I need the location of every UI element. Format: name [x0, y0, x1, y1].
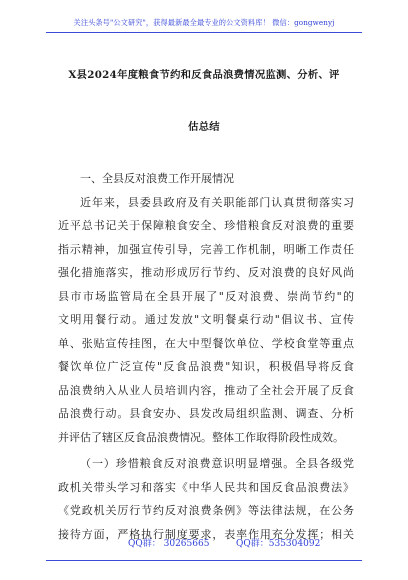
header-banner: 关注头条号"公文研究"，获得最新最全最专业的公文资料库！ 微信：gongwenyj — [73, 18, 335, 27]
body-line: 文明用餐行动。通过发放"文明餐桌行动"倡议书、宣传 — [58, 313, 354, 326]
footer-qq-group-right: QQ群：535304092 — [236, 539, 321, 549]
footer-qq-group-left: QQ群： 30265665 — [128, 539, 210, 549]
body-line: 指示精神，加强宣传引导，完善工作机制，明晰工作责任 — [58, 243, 354, 256]
footer-divider — [46, 560, 362, 561]
body-line: 餐饮单位广泛宣传"反食品浪费"知识，积极倡导将反食 — [58, 360, 354, 373]
body-line: 县市市场监管局在全县开展了"反对浪费、崇尚节约"的 — [58, 290, 354, 303]
body-line: 单、张贴宣传挂图，在大中型餐饮单位、学校食堂等重点 — [58, 337, 354, 350]
body-line: 政机关带头学习和落实《中华人民共和国反食品浪费法》 — [58, 481, 354, 494]
body-line: 接待方面，严格执行制度要求，表率作用充分发挥；相关 — [58, 528, 354, 541]
document-title-line-1: X县2024年度粮食节约和反食品浪费情况监测、分析、评 — [68, 69, 340, 81]
body-line: （一）珍惜粮食反对浪费意识明显增强。全县各级党 — [80, 457, 354, 470]
body-line: 《党政机关厉行节约反对浪费条例》等法律法规，在公务 — [58, 504, 354, 517]
document-title-line-2: 估总结 — [188, 121, 220, 133]
body-line: 一、全县反对浪费工作开展情况 — [80, 172, 234, 185]
body-line: 近年来，县委县政府及有关职能部门认真贯彻落实习 — [80, 196, 354, 209]
body-line: 品浪费纳入从业人员培训内容，推动了全社会开展了反食 — [58, 384, 354, 397]
footer — [0, 536, 408, 550]
body-line: 并评估了辖区反食品浪费情况。整体工作取得阶段性成效。 — [58, 431, 344, 444]
header-divider — [46, 32, 362, 33]
body-line: 强化措施落实，推动形成厉行节约、反对浪费的良好风尚 — [58, 266, 354, 279]
body-line: 近平总书记关于保障粮食安全、珍惜粮食反对浪费的重要 — [58, 219, 354, 232]
body-line: 品浪费行动。县食安办、县发改局组织监测、调查、分析 — [58, 407, 354, 420]
